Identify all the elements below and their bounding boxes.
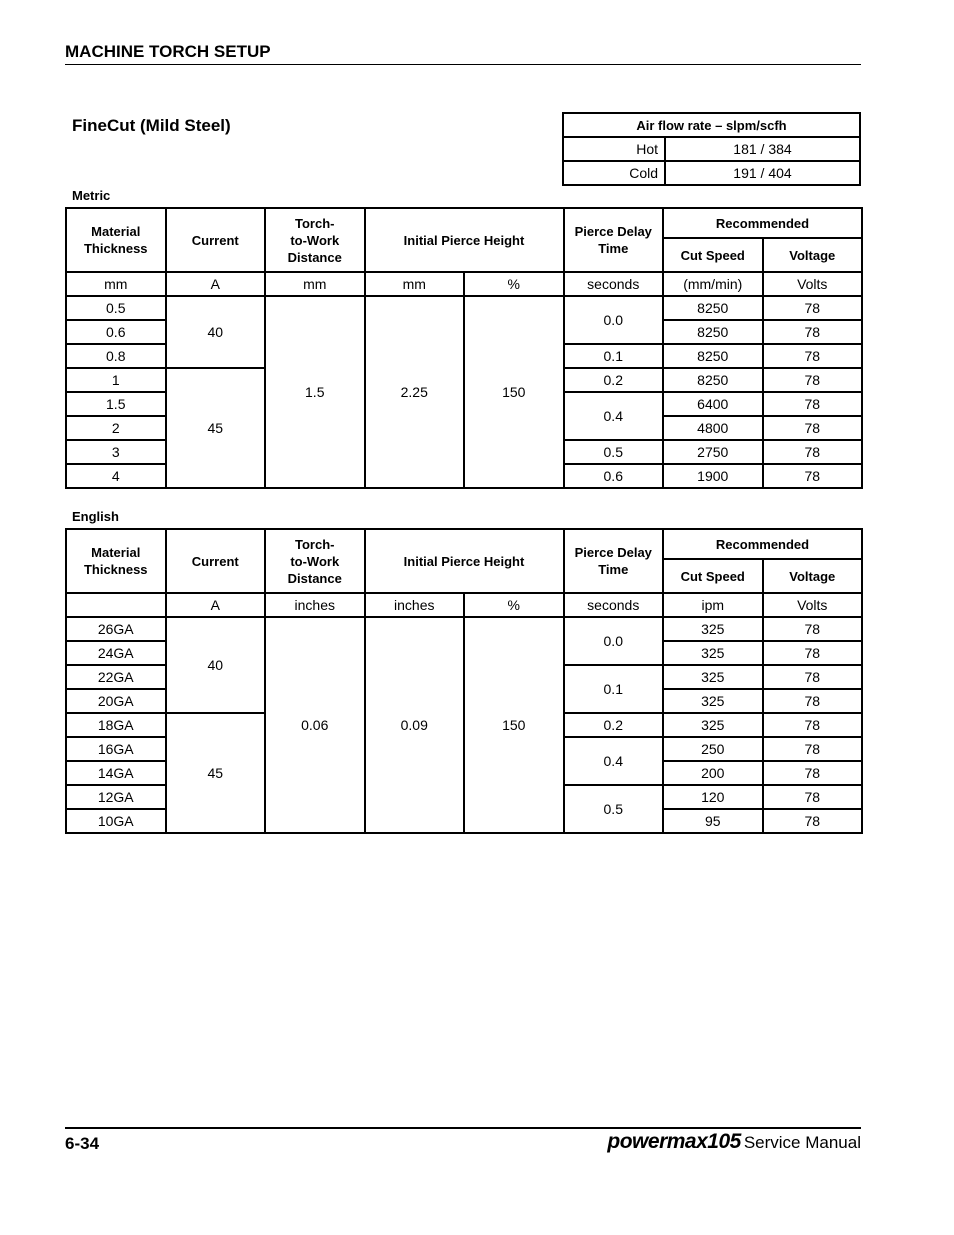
thickness-cell: 18GA — [66, 713, 166, 737]
cut-speed-cell: 8250 — [663, 368, 763, 392]
thickness-cell: 26GA — [66, 617, 166, 641]
table-row — [66, 617, 862, 641]
cut-speed-cell: 8250 — [663, 296, 763, 320]
brand-logo: powermax105 — [607, 1130, 741, 1153]
unit-cell: seconds — [564, 272, 664, 296]
doc-title: FineCut (Mild Steel) — [72, 116, 231, 135]
thickness-cell: 0.5 — [66, 296, 166, 320]
header-torch-to-work: Torch- to-Work Distance — [265, 208, 365, 272]
pierce-height-cell: 2.25 — [365, 296, 465, 488]
delay-cell: 0.5 — [564, 785, 664, 833]
cut-speed-cell: 4800 — [663, 416, 763, 440]
header-voltage: Voltage — [763, 559, 863, 593]
metric-table — [65, 207, 863, 489]
torch-to-work-cell: 1.5 — [265, 296, 365, 488]
header-current: Current — [166, 208, 266, 272]
voltage-cell: 78 — [763, 416, 863, 440]
manual-label: Service Manual — [743, 1133, 861, 1152]
header-initial-pierce-height: Initial Pierce Height — [365, 529, 564, 593]
unit-cell: (mm/min) — [663, 272, 763, 296]
torch-to-work-cell: 0.06 — [265, 617, 365, 833]
unit-cell: % — [464, 593, 564, 617]
unit-cell: A — [166, 593, 266, 617]
unit-cell: mm — [265, 272, 365, 296]
unit-cell: seconds — [564, 593, 664, 617]
airflow-value: 191 / 404 — [665, 161, 860, 185]
voltage-cell: 78 — [763, 392, 863, 416]
voltage-cell: 78 — [763, 665, 863, 689]
header-recommended: Recommended — [663, 208, 862, 238]
voltage-cell: 78 — [763, 641, 863, 665]
thickness-cell: 24GA — [66, 641, 166, 665]
unit-cell: mm — [365, 272, 465, 296]
header-pierce-delay-time: Pierce Delay Time — [564, 529, 664, 593]
voltage-cell: 78 — [763, 368, 863, 392]
current-cell: 45 — [166, 368, 266, 488]
airflow-table — [562, 112, 861, 186]
cut-speed-cell: 200 — [663, 761, 763, 785]
delay-cell: 0.1 — [564, 665, 664, 713]
thickness-cell: 12GA — [66, 785, 166, 809]
cut-speed-cell: 8250 — [663, 344, 763, 368]
voltage-cell: 78 — [763, 737, 863, 761]
cut-speed-cell: 95 — [663, 809, 763, 833]
voltage-cell: 78 — [763, 344, 863, 368]
pierce-pct-cell: 150 — [464, 617, 564, 833]
unit-cell: inches — [365, 593, 465, 617]
voltage-cell: 78 — [763, 464, 863, 488]
thickness-cell: 2 — [66, 416, 166, 440]
thickness-cell: 22GA — [66, 665, 166, 689]
voltage-cell: 78 — [763, 617, 863, 641]
cut-speed-cell: 325 — [663, 665, 763, 689]
airflow-value: 181 / 384 — [665, 137, 860, 161]
thickness-cell: 1.5 — [66, 392, 166, 416]
voltage-cell: 78 — [763, 761, 863, 785]
cut-speed-cell: 325 — [663, 713, 763, 737]
unit-cell: ipm — [663, 593, 763, 617]
delay-cell: 0.6 — [564, 464, 664, 488]
cut-speed-cell: 325 — [663, 689, 763, 713]
units-row — [66, 593, 862, 617]
voltage-cell: 78 — [763, 785, 863, 809]
cut-speed-cell: 8250 — [663, 320, 763, 344]
current-cell: 45 — [166, 713, 266, 833]
header-torch-to-work: Torch- to-Work Distance — [265, 529, 365, 593]
pierce-pct-cell: 150 — [464, 296, 564, 488]
airflow-title: Air flow rate – slpm/scfh — [563, 113, 860, 137]
cut-speed-cell: 6400 — [663, 392, 763, 416]
voltage-cell: 78 — [763, 320, 863, 344]
thickness-cell: 4 — [66, 464, 166, 488]
delay-cell: 0.4 — [564, 737, 664, 785]
thickness-cell: 16GA — [66, 737, 166, 761]
airflow-row — [563, 161, 860, 185]
cut-speed-cell: 1900 — [663, 464, 763, 488]
header-pierce-delay-time: Pierce Delay Time — [564, 208, 664, 272]
voltage-cell: 78 — [763, 296, 863, 320]
header-cut-speed: Cut Speed — [663, 238, 763, 272]
delay-cell: 0.0 — [564, 296, 664, 344]
unit-cell: Volts — [763, 272, 863, 296]
voltage-cell: 78 — [763, 440, 863, 464]
thickness-cell: 14GA — [66, 761, 166, 785]
header-rule — [65, 64, 861, 65]
voltage-cell: 78 — [763, 689, 863, 713]
airflow-label: Hot — [563, 137, 665, 161]
pierce-height-cell: 0.09 — [365, 617, 465, 833]
airflow-label: Cold — [563, 161, 665, 185]
voltage-cell: 78 — [763, 713, 863, 737]
unit-cell — [66, 593, 166, 617]
thickness-cell: 0.6 — [66, 320, 166, 344]
header-current: Current — [166, 529, 266, 593]
units-row — [66, 272, 862, 296]
airflow-row — [563, 137, 860, 161]
thickness-cell: 3 — [66, 440, 166, 464]
english-label: English — [72, 509, 119, 524]
unit-cell: inches — [265, 593, 365, 617]
delay-cell: 0.2 — [564, 368, 664, 392]
page-number: 6-34 — [65, 1134, 100, 1153]
cut-speed-cell: 120 — [663, 785, 763, 809]
unit-cell: mm — [66, 272, 166, 296]
unit-cell: % — [464, 272, 564, 296]
cut-speed-cell: 325 — [663, 617, 763, 641]
table-row — [66, 296, 862, 320]
unit-cell: A — [166, 272, 266, 296]
header-material-thickness: Material Thickness — [66, 529, 166, 593]
voltage-cell: 78 — [763, 809, 863, 833]
header-recommended: Recommended — [663, 529, 862, 559]
header-cut-speed: Cut Speed — [663, 559, 763, 593]
metric-label: Metric — [72, 188, 111, 203]
current-cell: 40 — [166, 296, 266, 368]
cut-speed-cell: 250 — [663, 737, 763, 761]
header-voltage: Voltage — [763, 238, 863, 272]
cut-speed-cell: 325 — [663, 641, 763, 665]
delay-cell: 0.1 — [564, 344, 664, 368]
delay-cell: 0.0 — [564, 617, 664, 665]
thickness-cell: 10GA — [66, 809, 166, 833]
section-title: MACHINE TORCH SETUP — [65, 42, 271, 61]
thickness-cell: 20GA — [66, 689, 166, 713]
header-material-thickness: Material Thickness — [66, 208, 166, 272]
delay-cell: 0.4 — [564, 392, 664, 440]
thickness-cell: 1 — [66, 368, 166, 392]
footer-brand — [607, 1130, 861, 1154]
cut-speed-cell: 2750 — [663, 440, 763, 464]
english-table — [65, 528, 863, 834]
delay-cell: 0.2 — [564, 713, 664, 737]
delay-cell: 0.5 — [564, 440, 664, 464]
header-initial-pierce-height: Initial Pierce Height — [365, 208, 564, 272]
thickness-cell: 0.8 — [66, 344, 166, 368]
current-cell: 40 — [166, 617, 266, 713]
unit-cell: Volts — [763, 593, 863, 617]
footer-rule — [65, 1127, 861, 1129]
